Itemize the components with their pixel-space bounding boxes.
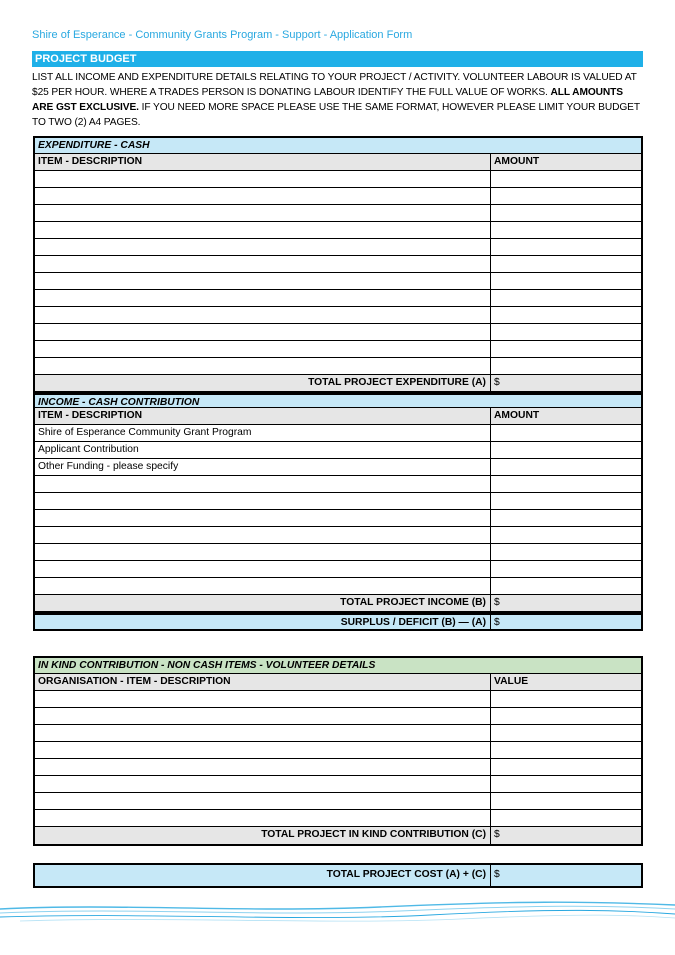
item-cell[interactable] <box>35 759 491 775</box>
amount-cell[interactable] <box>491 527 641 543</box>
col-value: VALUE <box>494 676 529 687</box>
total-cost-label: TOTAL PROJECT COST (A) + (C) <box>35 865 491 886</box>
item-cell[interactable] <box>35 290 491 306</box>
table-row[interactable] <box>35 425 641 442</box>
amount-cell[interactable] <box>491 290 641 306</box>
table-row[interactable] <box>35 239 641 256</box>
value-cell[interactable] <box>491 793 641 809</box>
amount-cell[interactable] <box>491 493 641 509</box>
value-cell[interactable] <box>491 776 641 792</box>
item-cell[interactable] <box>35 725 491 741</box>
surplus-deficit-value[interactable]: $ <box>494 617 500 628</box>
table-row[interactable] <box>35 205 641 222</box>
item-cell[interactable] <box>35 307 491 323</box>
table-row[interactable] <box>35 493 641 510</box>
item-cell[interactable] <box>35 205 491 221</box>
table-row[interactable] <box>35 324 641 341</box>
amount-cell[interactable] <box>491 358 641 374</box>
expenditure-table <box>33 136 643 631</box>
inkind-table <box>33 656 643 846</box>
value-cell[interactable] <box>491 725 641 741</box>
item-cell[interactable] <box>35 222 491 238</box>
total-expenditure-row <box>35 375 641 392</box>
table-row[interactable] <box>35 341 641 358</box>
value-cell[interactable] <box>491 708 641 724</box>
total-inkind-label: TOTAL PROJECT IN KIND CONTRIBUTION (C) <box>35 827 491 844</box>
total-cost-table <box>33 863 643 888</box>
table-row[interactable] <box>35 307 641 324</box>
income-item-other-funding: Other Funding - please specify <box>35 459 491 475</box>
table-row[interactable] <box>35 171 641 188</box>
table-row[interactable] <box>35 442 641 459</box>
surplus-deficit-label: SURPLUS / DEFICIT (B) — (A) <box>35 615 491 629</box>
section-banner-project-budget: PROJECT BUDGET <box>32 51 643 67</box>
surplus-deficit-row <box>35 612 641 629</box>
amount-cell[interactable] <box>491 476 641 492</box>
item-cell[interactable] <box>35 239 491 255</box>
table-row[interactable] <box>35 256 641 273</box>
item-cell[interactable] <box>35 256 491 272</box>
total-income-label: TOTAL PROJECT INCOME (B) <box>35 595 491 611</box>
instructions-gst-note: ALL AMOUNTS ARE GST EXCLUSIVE. <box>32 87 623 113</box>
income-item-shire-grant: Shire of Esperance Community Grant Program <box>35 425 491 441</box>
document-header: Shire of Esperance - Community Grants Program - Support - Application Form <box>32 29 413 41</box>
item-cell[interactable] <box>35 510 491 526</box>
item-cell[interactable] <box>35 742 491 758</box>
item-cell[interactable] <box>35 776 491 792</box>
amount-cell[interactable] <box>491 544 641 560</box>
instructions-text: LIST ALL INCOME AND EXPENDITURE DETAILS RELATING TO YOUR PROJECT / ACTIVITY. VOLUNTEER LABOUR IS VALUED AT $25 PER HOUR. WHERE A TRADES PERSON IS DONATING LABOUR IDENTIFY THE FULL VALUE OF WORKS. <box>32 72 637 98</box>
amount-cell[interactable] <box>491 425 641 441</box>
total-cost-value[interactable]: $ <box>494 869 500 880</box>
value-cell[interactable] <box>491 810 641 826</box>
amount-cell[interactable] <box>491 222 641 238</box>
amount-cell[interactable] <box>491 459 641 475</box>
inkind-section-title: IN KIND CONTRIBUTION - NON CASH ITEMS - VOLUNTEER DETAILS <box>35 658 641 674</box>
total-expenditure-label: TOTAL PROJECT EXPENDITURE (A) <box>35 375 491 391</box>
budget-instructions <box>32 70 644 130</box>
col-amount: AMOUNT <box>494 156 540 167</box>
table-row[interactable] <box>35 459 641 476</box>
expenditure-section-title: EXPENDITURE - CASH <box>35 138 641 154</box>
value-cell[interactable] <box>491 742 641 758</box>
col-item-description: ITEM - DESCRIPTION <box>35 154 491 170</box>
amount-cell[interactable] <box>491 561 641 577</box>
table-row[interactable] <box>35 544 641 561</box>
value-cell[interactable] <box>491 691 641 707</box>
amount-cell[interactable] <box>491 239 641 255</box>
amount-cell[interactable] <box>491 171 641 187</box>
table-row[interactable] <box>35 273 641 290</box>
table-row[interactable] <box>35 578 641 595</box>
amount-cell[interactable] <box>491 442 641 458</box>
amount-cell[interactable] <box>491 341 641 357</box>
item-cell[interactable] <box>35 708 491 724</box>
table-row[interactable] <box>35 358 641 375</box>
item-cell[interactable] <box>35 493 491 509</box>
amount-cell[interactable] <box>491 205 641 221</box>
amount-cell[interactable] <box>491 188 641 204</box>
total-inkind-value[interactable]: $ <box>494 829 500 840</box>
item-cell[interactable] <box>35 578 491 594</box>
value-cell[interactable] <box>491 759 641 775</box>
table-row[interactable] <box>35 793 641 810</box>
total-inkind-row <box>35 827 641 844</box>
table-row[interactable] <box>35 510 641 527</box>
table-row[interactable] <box>35 759 641 776</box>
item-cell[interactable] <box>35 544 491 560</box>
item-cell[interactable] <box>35 341 491 357</box>
item-cell[interactable] <box>35 476 491 492</box>
item-cell[interactable] <box>35 324 491 340</box>
item-cell[interactable] <box>35 171 491 187</box>
amount-cell[interactable] <box>491 578 641 594</box>
item-cell[interactable] <box>35 810 491 826</box>
col-organisation-item: ORGANISATION - ITEM - DESCRIPTION <box>35 674 491 690</box>
total-income-value[interactable]: $ <box>494 597 500 608</box>
col-amount: AMOUNT <box>494 410 540 421</box>
total-cost-row <box>35 865 641 886</box>
item-cell[interactable] <box>35 793 491 809</box>
item-cell[interactable] <box>35 358 491 374</box>
item-cell[interactable] <box>35 188 491 204</box>
table-row[interactable] <box>35 725 641 742</box>
table-row[interactable] <box>35 222 641 239</box>
table-row[interactable] <box>35 691 641 708</box>
amount-cell[interactable] <box>491 324 641 340</box>
amount-cell[interactable] <box>491 273 641 289</box>
inkind-header-row <box>35 674 641 691</box>
table-row[interactable] <box>35 708 641 725</box>
table-row[interactable] <box>35 476 641 493</box>
table-row[interactable] <box>35 188 641 205</box>
income-section-title: INCOME - CASH CONTRIBUTION <box>35 392 641 408</box>
total-expenditure-value[interactable]: $ <box>494 377 500 388</box>
item-cell[interactable] <box>35 527 491 543</box>
expenditure-header-row <box>35 154 641 171</box>
amount-cell[interactable] <box>491 510 641 526</box>
total-income-row <box>35 595 641 612</box>
item-cell[interactable] <box>35 273 491 289</box>
instructions-text-2: IF YOU NEED MORE SPACE PLEASE USE THE SAME FORMAT, HOWEVER PLEASE LIMIT YOUR BUDGET TO TWO (2) A4 PAGES. <box>32 102 640 128</box>
amount-cell[interactable] <box>491 307 641 323</box>
income-item-applicant: Applicant Contribution <box>35 442 491 458</box>
table-row[interactable] <box>35 776 641 793</box>
table-row[interactable] <box>35 810 641 827</box>
item-cell[interactable] <box>35 691 491 707</box>
col-item-description: ITEM - DESCRIPTION <box>35 408 491 424</box>
table-row[interactable] <box>35 742 641 759</box>
table-row[interactable] <box>35 290 641 307</box>
table-row[interactable] <box>35 527 641 544</box>
footer-wave-decoration <box>0 895 675 935</box>
income-header-row <box>35 408 641 425</box>
amount-cell[interactable] <box>491 256 641 272</box>
table-row[interactable] <box>35 561 641 578</box>
item-cell[interactable] <box>35 561 491 577</box>
